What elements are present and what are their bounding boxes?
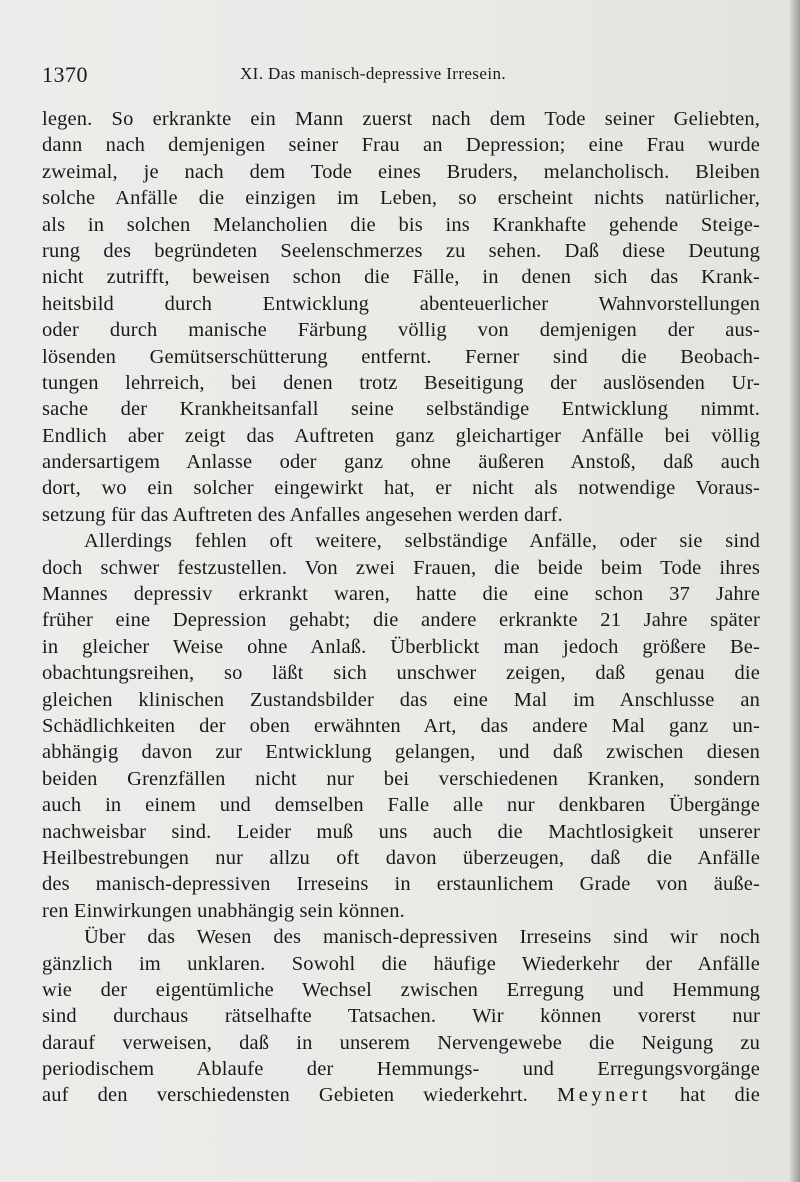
text-line: dann nach demjenigen seiner Frau an Depression; eine Frau wurde (42, 134, 760, 157)
text-line: solche Anfälle die einzigen im Leben, so erscheint nichts natürlicher, (42, 187, 760, 210)
running-title: XI. Das manisch-depressive Irresein. (240, 64, 507, 83)
text-line: andersartigem Anlasse oder ganz ohne äußeren Anstoß, daß auch (42, 451, 760, 474)
text-line: Über das Wesen des manisch-depressiven Irreseins sind wir noch (84, 926, 760, 949)
text-line: lösenden Gemütserschütterung entfernt. Ferner sind die Beobach- (42, 345, 760, 368)
body-text (42, 106, 760, 1109)
text-line: nicht zutrifft, beweisen schon die Fälle, in denen sich das Krank- (42, 266, 760, 289)
text-line: Heilbestrebungen nur allzu oft davon überzeugen, daß die Anfälle (42, 846, 760, 869)
text-line: oder durch manische Färbung völlig von demjenigen der aus- (42, 319, 760, 342)
text-line: Allerdings fehlen oft weitere, selbständige Anfälle, oder sie sind (84, 530, 760, 553)
text-line: des manisch-depressiven Irreseins in erstaunlichem Grade von äuße- (42, 873, 760, 896)
text-line: zweimal, je nach dem Tode eines Bruders, melancholisch. Bleiben (42, 160, 760, 183)
text-line: rung des begründeten Seelenschmerzes zu sehen. Daß diese Deutung (42, 239, 760, 262)
text-line: Endlich aber zeigt das Auftreten ganz gleichartiger Anfälle bei völlig (42, 424, 760, 447)
text-line-start: auf den verschiedensten Gebieten wiederkehrt. (42, 1084, 528, 1107)
text-line: auch in einem und demselben Falle alle nur denkbaren Übergänge (42, 794, 760, 817)
text-line: obachtungsreihen, so läßt sich unschwer zeigen, daß genau die (42, 662, 760, 685)
text-line: gänzlich im unklaren. Sowohl die häufige Wiederkehr der Anfälle (42, 952, 760, 975)
text-line: als in solchen Melancholien die bis ins Krankhafte gehende Steige- (42, 213, 760, 236)
text-line: ren Einwirkungen unabhängig sein können. (42, 899, 405, 922)
text-line: dort, wo ein solcher eingewirkt hat, er nicht als notwendige Voraus- (42, 477, 760, 500)
text-line-final (42, 1082, 760, 1108)
text-line: sache der Krankheitsanfall seine selbständige Entwicklung nimmt. (42, 398, 760, 421)
page-edge-shadow (790, 0, 800, 1182)
text-line: Mannes depressiv erkrankt waren, hatte die eine schon 37 Jahre (42, 583, 760, 606)
page-number: 1370 (42, 62, 88, 87)
text-line: wie der eigentümliche Wechsel zwischen Erregung und Hemmung (42, 978, 760, 1001)
text-line: nachweisbar sind. Leider muß uns auch die Machtlosigkeit unserer (42, 820, 760, 843)
text-line: sind durchaus rätselhafte Tatsachen. Wir können vorerst nur (42, 1005, 760, 1028)
spaced-name: Meynert (557, 1084, 651, 1107)
text-line: darauf verweisen, daß in unserem Nervengewebe die Neigung zu (42, 1031, 760, 1054)
text-line-end: hat die (679, 1084, 760, 1107)
text-line: tungen lehrreich, bei denen trotz Beseitigung der auslösenden Ur- (42, 371, 760, 394)
page-header (42, 62, 760, 92)
text-line: setzung für das Auftreten des Anfalles angesehen werden darf. (42, 503, 563, 526)
text-line: legen. So erkrankte ein Mann zuerst nach dem Tode seiner Geliebten, (42, 108, 760, 130)
text-line: in gleicher Weise ohne Anlaß. Überblickt man jedoch größere Be- (42, 635, 760, 658)
text-line: Schädlichkeiten der oben erwähnten Art, das andere Mal ganz un- (42, 714, 760, 737)
text-line: periodischem Ablaufe der Hemmungs- und Erregungsvorgänge (42, 1058, 760, 1081)
text-line: heitsbild durch Entwicklung abenteuerlicher Wahnvorstellungen (42, 292, 760, 315)
text-line: beiden Grenzfällen nicht nur bei verschiedenen Kranken, sondern (42, 767, 760, 790)
text-line: früher eine Depression gehabt; die andere erkrankte 21 Jahre später (42, 609, 760, 632)
text-line: abhängig davon zur Entwicklung gelangen, und daß zwischen diesen (42, 741, 760, 764)
text-line: gleichen klinischen Zustandsbilder das eine Mal im Anschlusse an (42, 688, 760, 711)
text-line: doch schwer festzustellen. Von zwei Frauen, die beide beim Tode ihres (42, 556, 760, 579)
